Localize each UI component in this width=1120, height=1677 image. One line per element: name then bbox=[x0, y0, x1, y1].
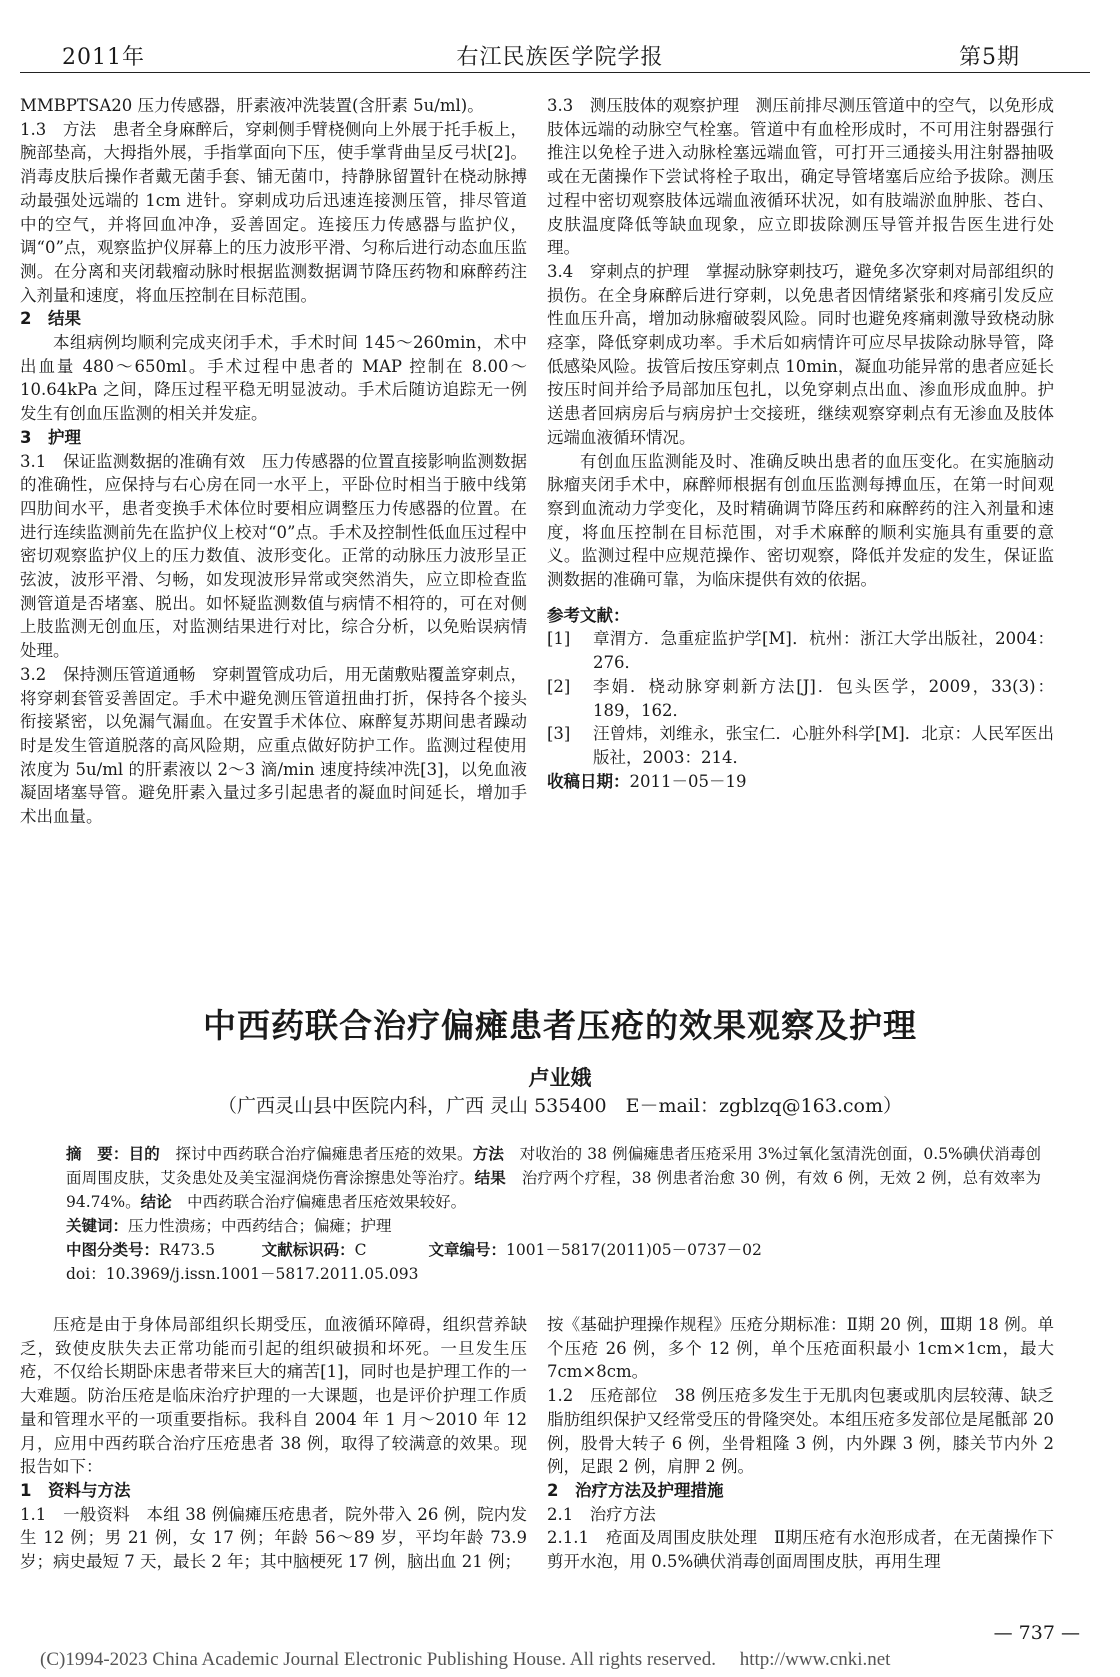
header-issue: 第5期 bbox=[959, 45, 1020, 70]
article-affiliation: （广西灵山县中医院内科，广西 灵山 535400 E－mail：zgblzq@163.com） bbox=[218, 1095, 902, 1117]
received-date: 2011－05－19 bbox=[629, 771, 747, 791]
paragraph: 有创血压监测能及时、准确反映出患者的血压变化。在实施脑动脉瘤夹闭手术中，麻醉师根据有创血压监测每搏血压，在第一时间观察到血流动力学变化，及时精确调节降压药和麻醉药的注入剂量和速度，将血压控制在目标范围，对手术麻醉的顺利实施具有重要的意义。监测过程中应规范操作、密切观察，降低并发症的发生，保证监测数据的准确可靠，为临床提供有效的依据。 bbox=[547, 451, 1054, 590]
paragraph: 3.4 穿刺点的护理 掌握动脉穿刺技巧，避免多次穿刺对局部组织的损伤。在全身麻醉后进行穿刺，以免患者因情绪紧张和疼痛引发反应性血压升高，增加动脉瘤破裂风险。同时也避免疼痛刺激导致桡动脉痉挛，降低穿刺成功率。手术后如病情许可应尽早拔除动脉导管，降低感染风险。拔管后按压穿刺点 10min，凝血功能异常的患者应延长按压时间并给予局部加压包扎，以免穿刺点出血、渗血形成血肿。护送患者回病房后与病房护士交接班，继续观察穿刺点有无渗血及肢体远端血液循环情况。 bbox=[547, 261, 1054, 447]
reference-item bbox=[547, 627, 1054, 674]
reference-text: 李娟．桡动脉穿刺新方法[J]．包头医学，2009，33(3)：189，162． bbox=[593, 676, 1054, 720]
abstract-objective: 探讨中西药联合治疗偏瘫患者压疮的效果。 bbox=[175, 1145, 473, 1163]
keywords: 压力性溃疡；中西药结合；偏瘫；护理 bbox=[128, 1217, 392, 1235]
reference-number: [3] bbox=[547, 724, 571, 744]
article-author: 卢业娥 bbox=[528, 1066, 592, 1090]
clc-label: 中图分类号： bbox=[66, 1241, 160, 1259]
section-heading: 2 治疗方法及护理措施 bbox=[547, 1480, 724, 1500]
header-journal: 右江民族医学院学报 bbox=[456, 45, 664, 70]
abstract-conclusion: 中西药联合治疗偏瘫患者压疮效果较好。 bbox=[187, 1193, 467, 1211]
received-label: 收稿日期： bbox=[547, 771, 630, 791]
article-number-label: 文章编号： bbox=[428, 1241, 506, 1259]
abstract-result: 治疗两个疗程，38 例患者治愈 30 例，有效 6 例，无效 2 例，总有效率为 94.74%。 bbox=[66, 1169, 1041, 1211]
result-label: 结果 bbox=[474, 1169, 507, 1187]
right-bottom-column bbox=[547, 1313, 1054, 1574]
reference-item bbox=[547, 722, 1054, 769]
paragraph: 3.1 保证监测数据的准确有效 压力传感器的位置直接影响监测数据的准确性，应保持与右心房在同一水平上，平卧位时相当于腋中线第四肋间水平，患者变换手术体位时要相应调整压力传感器的位置。在进行连续监测前先在监护仪上校对“0”点。手术及控制性低血压过程中密切观察监护仪上的压力数值、波形变化。正常的动脉压力波形呈正弦波，波形平滑、匀畅，如发现波形异常或突然消失，应立即检查监测管道是否堵塞、脱出。如怀疑监测数值与病情不相符的，可在对侧上肢监测无创血压，对监测结果进行对比，综合分析，以免贻误病情处理。 bbox=[20, 451, 527, 661]
paragraph: 2.1.1 疮面及周围皮肤处理 Ⅱ期压疮有水泡形成者，在无菌操作下剪开水泡，用 0.5%碘伏消毒创面周围皮肤，再用生理 bbox=[547, 1528, 1054, 1572]
reference-number: [1] bbox=[547, 629, 571, 649]
copyright-notice: (C)1994-2023 China Academic Journal Electronic Publishing House. All rights reserved. http://www.cnki.net bbox=[40, 1649, 891, 1670]
paragraph: 1.1 一般资料 本组 38 例偏瘫压疮患者，院外带入 26 例，院内发生 12 例；男 21 例，女 17 例；年龄 56～89 岁，平均年龄 73.9 岁；病史最短 7 天，最长 2 年；其中脑梗死 17 例，脑出血 21 例； bbox=[20, 1504, 527, 1572]
keywords-line bbox=[66, 1214, 1041, 1238]
header-rule bbox=[20, 72, 1090, 73]
clc-value: R473.5 bbox=[159, 1241, 216, 1259]
header-year: 2011年 bbox=[62, 45, 145, 70]
article-title: 中西药联合治疗偏瘫患者压疮的效果观察及护理 bbox=[203, 1006, 917, 1045]
references-title: 参考文献： bbox=[547, 605, 630, 625]
doc-label: 文献标识码： bbox=[261, 1241, 355, 1259]
paragraph: 压疮是由于身体局部组织长期受压，血液循环障碍，组织营养缺乏，致使皮肤失去正常功能而引起的组织破损和坏死。一旦发生压疮，不仅给长期卧床患者带来巨大的痛苦[1]，同时也是护理工作的一大难题。防治压疮是临床治疗护理的一大课题，也是评价护理工作质量和管理水平的一项重要指标。我科自 2004 年 1 月～2010 年 12 月，应用中西药联合治疗压疮患者 38 例，取得了较满意的效果。现报告如下： bbox=[20, 1315, 527, 1477]
received-date-line bbox=[547, 770, 1054, 794]
paragraph: 1.2 压疮部位 38 例压疮多发生于无肌肉包裹或肌肉层较薄、缺乏脂肪组织保护又经常受压的骨隆突处。本组压疮多发部位是尾骶部 20 例，股骨大转子 6 例，坐骨粗隆 3 例，内外踝 3 例，膝关节内外 2 例，足跟 2 例，肩胛 2 例。 bbox=[547, 1386, 1054, 1477]
conclusion-label: 结论 bbox=[140, 1193, 172, 1211]
reference-text: 汪曾炜，刘维永，张宝仁．心脏外科学[M]．北京：人民军医出版社，2003：214． bbox=[593, 724, 1054, 767]
reference-text: 章渭方．急重症监护学[M]．杭州：浙江大学出版社，2004：276． bbox=[593, 629, 1054, 673]
classification-line bbox=[66, 1238, 1041, 1262]
reference-number: [2] bbox=[547, 676, 571, 696]
section-heading: 1 资料与方法 bbox=[20, 1480, 131, 1500]
method-label: 方法 bbox=[472, 1145, 504, 1163]
doi-line: doi：10.3969/j.issn.1001－5817.2011.05.093 bbox=[66, 1265, 419, 1283]
paragraph: 本组病例均顺利完成夹闭手术，手术时间 145～260min，术中出血量 480～650ml。手术过程中患者的 MAP 控制在 8.00～10.64kPa 之间，降压过程平稳无明显波动。手术后随访追踪无一例发生有创血压监测的相关并发症。 bbox=[20, 333, 527, 424]
abstract-method: 对收治的 38 例偏瘫患者压疮采用 3%过氧化氢清洗创面，0.5%碘伏消毒创面周围皮肤，艾灸患处及美宝湿润烧伤膏涂擦患处等治疗。 bbox=[66, 1145, 1041, 1187]
abstract bbox=[66, 1142, 1041, 1214]
paragraph: 按《基础护理操作规程》压疮分期标准：Ⅱ期 20 例，Ⅲ期 18 例。单个压疮 26 例，多个 12 例，单个压疮面积最小 1cm×1cm，最大 7cm×8cm。 bbox=[547, 1315, 1054, 1382]
left-top-column bbox=[20, 94, 527, 829]
page-number: — 737 — bbox=[993, 1622, 1080, 1644]
subsection-heading: 2.1 治疗方法 bbox=[547, 1504, 656, 1524]
abstract-block bbox=[66, 1142, 1041, 1286]
abstract-label: 摘 要：目的 bbox=[66, 1145, 160, 1163]
article-number: 1001－5817(2011)05－0737－02 bbox=[506, 1241, 762, 1259]
paragraph: 3.3 测压肢体的观察护理 测压前排尽测压管道中的空气，以免形成肢体远端的动脉空气栓塞。管道中有血栓形成时，不可用注射器强行推注以免栓子进入动脉栓塞远端血管，可打开三通接头用注射器抽吸或在无菌操作下尝试将栓子取出，确定导管堵塞后应给予拔除。测压过程中密切观察肢体远端血液循环状况，如有肢端淤血肿胀、苍白、皮肤温度降低等缺血现象，应立即拔除测压导管并报告医生进行处理。 bbox=[547, 96, 1054, 258]
section-heading: 3 护理 bbox=[20, 427, 81, 447]
doc-value: C bbox=[354, 1241, 367, 1259]
keywords-label: 关键词： bbox=[66, 1217, 129, 1235]
paragraph: 1.3 方法 患者全身麻醉后，穿刺侧手臂桡侧向上外展于托手板上，腕部垫高，大拇指外展，手指掌面向下压，使手掌背曲呈反弓状[2]。消毒皮肤后操作者戴无菌手套、铺无菌巾，持静脉留置针在桡动脉搏动最强处远端的 1cm 进针。穿刺成功后迅速连接测压管，排尽管道中的空气，并将回血冲净，妥善固定。连接压力传感器与监护仪，调“0”点，观察监护仪屏幕上的压力波形平滑、匀称后进行动态血压监测。在分离和夹闭载瘤动脉时根据监测数据调节降压药物和麻醉药注入剂量和速度，将血压控制在目标范围。 bbox=[20, 119, 527, 305]
left-bottom-column bbox=[20, 1313, 527, 1574]
paragraph: 3.2 保持测压管道通畅 穿刺置管成功后，用无菌敷贴覆盖穿刺点，将穿刺套管妥善固定。手术中避免测压管道扭曲打折，保持各个接头衔接紧密，以免漏气漏血。在安置手术体位、麻醉复苏期间患者躁动时是发生管道脱落的高风险期，应重点做好防护工作。监测过程使用浓度为 5u/ml 的肝素液以 2～3 滴/min 速度持续冲洗[3]，以免血液凝固堵塞导管。避免肝素入量过多引起患者的凝血时间延长，增加手术出血量。 bbox=[20, 664, 527, 827]
right-top-column bbox=[547, 94, 1054, 793]
paragraph: MMBPTSA20 压力传感器，肝素液冲洗装置(含肝素 5u/ml)。 bbox=[20, 96, 484, 115]
section-heading: 2 结果 bbox=[20, 309, 81, 329]
reference-item bbox=[547, 675, 1054, 722]
